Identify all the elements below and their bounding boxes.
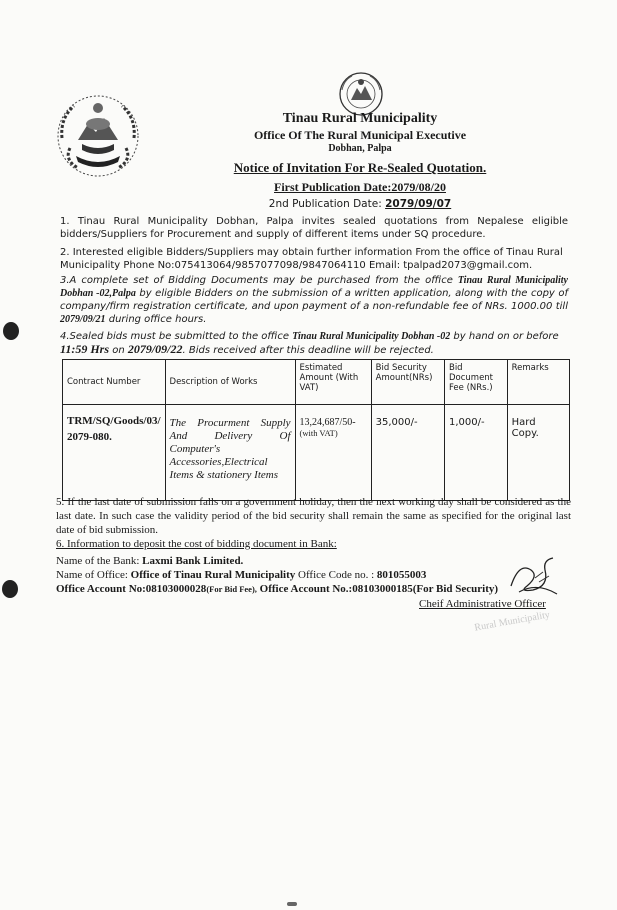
- paragraph-6: 6. Information to deposit the cost of bidding document in Bank:: [56, 538, 337, 550]
- header-remarks: Remarks: [507, 360, 569, 405]
- government-emblem-icon: [56, 94, 140, 178]
- bank-name-line: Name of the Bank: Laxmi Bank Limited.: [56, 555, 244, 567]
- account-numbers-line: Office Account No:08103000028(For Bid Fee), Office Account No.:08103000185(For Bid Security): [56, 583, 499, 595]
- hole-punch-mark: [2, 580, 18, 598]
- table-header-row: [63, 360, 570, 405]
- office-title: Office Of The Rural Municipal Executive: [253, 128, 467, 142]
- first-publication-date: First Publication Date:2079/08/20: [274, 180, 446, 194]
- paragraph-1: 1. Tinau Rural Municipality Dobhan, Palpa invites sealed quotations from Nepalese eligible bidders/Suppliers for Procurement and supply of different items under SQ procedure.: [60, 216, 568, 240]
- cell-remarks: Hard Copy.: [507, 405, 569, 501]
- header-estimated-amount: Estimated Amount (With VAT): [295, 360, 371, 405]
- hole-punch-mark: [3, 322, 19, 340]
- faint-stamp-text: Rural Municipality: [473, 609, 551, 634]
- bid-table: [62, 359, 570, 501]
- paragraph-3: 3.A complete set of Bidding Documents may be purchased from the office Tinau Rural Municipality Dobhan -02,Palpa by eligible Bidders on the submission of a written application, along with the copy of company/firm registration certificate, and upon payment of a non-refundable fee of NRs. 1000.00 till 2079/09/21 during office hours.: [60, 275, 568, 325]
- header-bid-security: Bid Security Amount(NRs): [371, 360, 444, 405]
- notice-title: Notice of Invitation For Re-Sealed Quotation.: [233, 160, 487, 175]
- header-contract-number: Contract Number: [63, 360, 166, 405]
- paragraph-2: 2. Interested eligible Bidders/Suppliers may obtain further information From the office of Tinau Rural Municipality Phone No:075413064/9857077098/9847064110 Email: tpalpad2073@gmail.com.: [60, 247, 563, 271]
- signature-icon: [505, 552, 563, 598]
- paper-smudge: [287, 902, 297, 906]
- cell-description: The Procurment Supply And Delivery Of Computer's Accessories,Electrical Items & stationery Items: [165, 405, 295, 501]
- table-row: [63, 405, 570, 501]
- signatory-title: Cheif Administrative Officer: [419, 598, 546, 610]
- cell-bid-security: 35,000/-: [371, 405, 444, 501]
- paragraph-5: 5. If the last date of submission falls on a government holiday, then the next working day shall be considered as the last date. In such case the validity period of the bid security shall remain the same as specified for the original last date of bid submission.: [56, 496, 571, 536]
- cell-estimated-amount: [295, 405, 371, 501]
- paragraph-4: 4.Sealed bids must be submitted to the office Tinau Rural Municipality Dobhan -02 by hand on or before 11:59 Hrs on 2079/09/22. Bids received after this deadline will be rejected.: [60, 331, 559, 356]
- cell-document-fee: 1,000/-: [444, 405, 507, 501]
- municipality-title: Tinau Rural Municipality: [282, 111, 438, 126]
- cell-contract-number: TRM/SQ/Goods/03/ 2079-080.: [63, 405, 166, 501]
- office-name-line: Name of Office: Office of Tinau Rural Municipality Office Code no. : 801055003: [56, 569, 427, 581]
- header-document-fee: Bid Document Fee (NRs.): [444, 360, 507, 405]
- office-address: Dobhan, Palpa: [328, 143, 392, 154]
- second-publication-date: 2nd Publication Date: 2079/09/07: [268, 198, 452, 210]
- estimated-amount-value: 13,24,687/50-: [299, 417, 356, 428]
- header-description: Description of Works: [165, 360, 295, 405]
- estimated-amount-note: (with VAT): [299, 428, 338, 438]
